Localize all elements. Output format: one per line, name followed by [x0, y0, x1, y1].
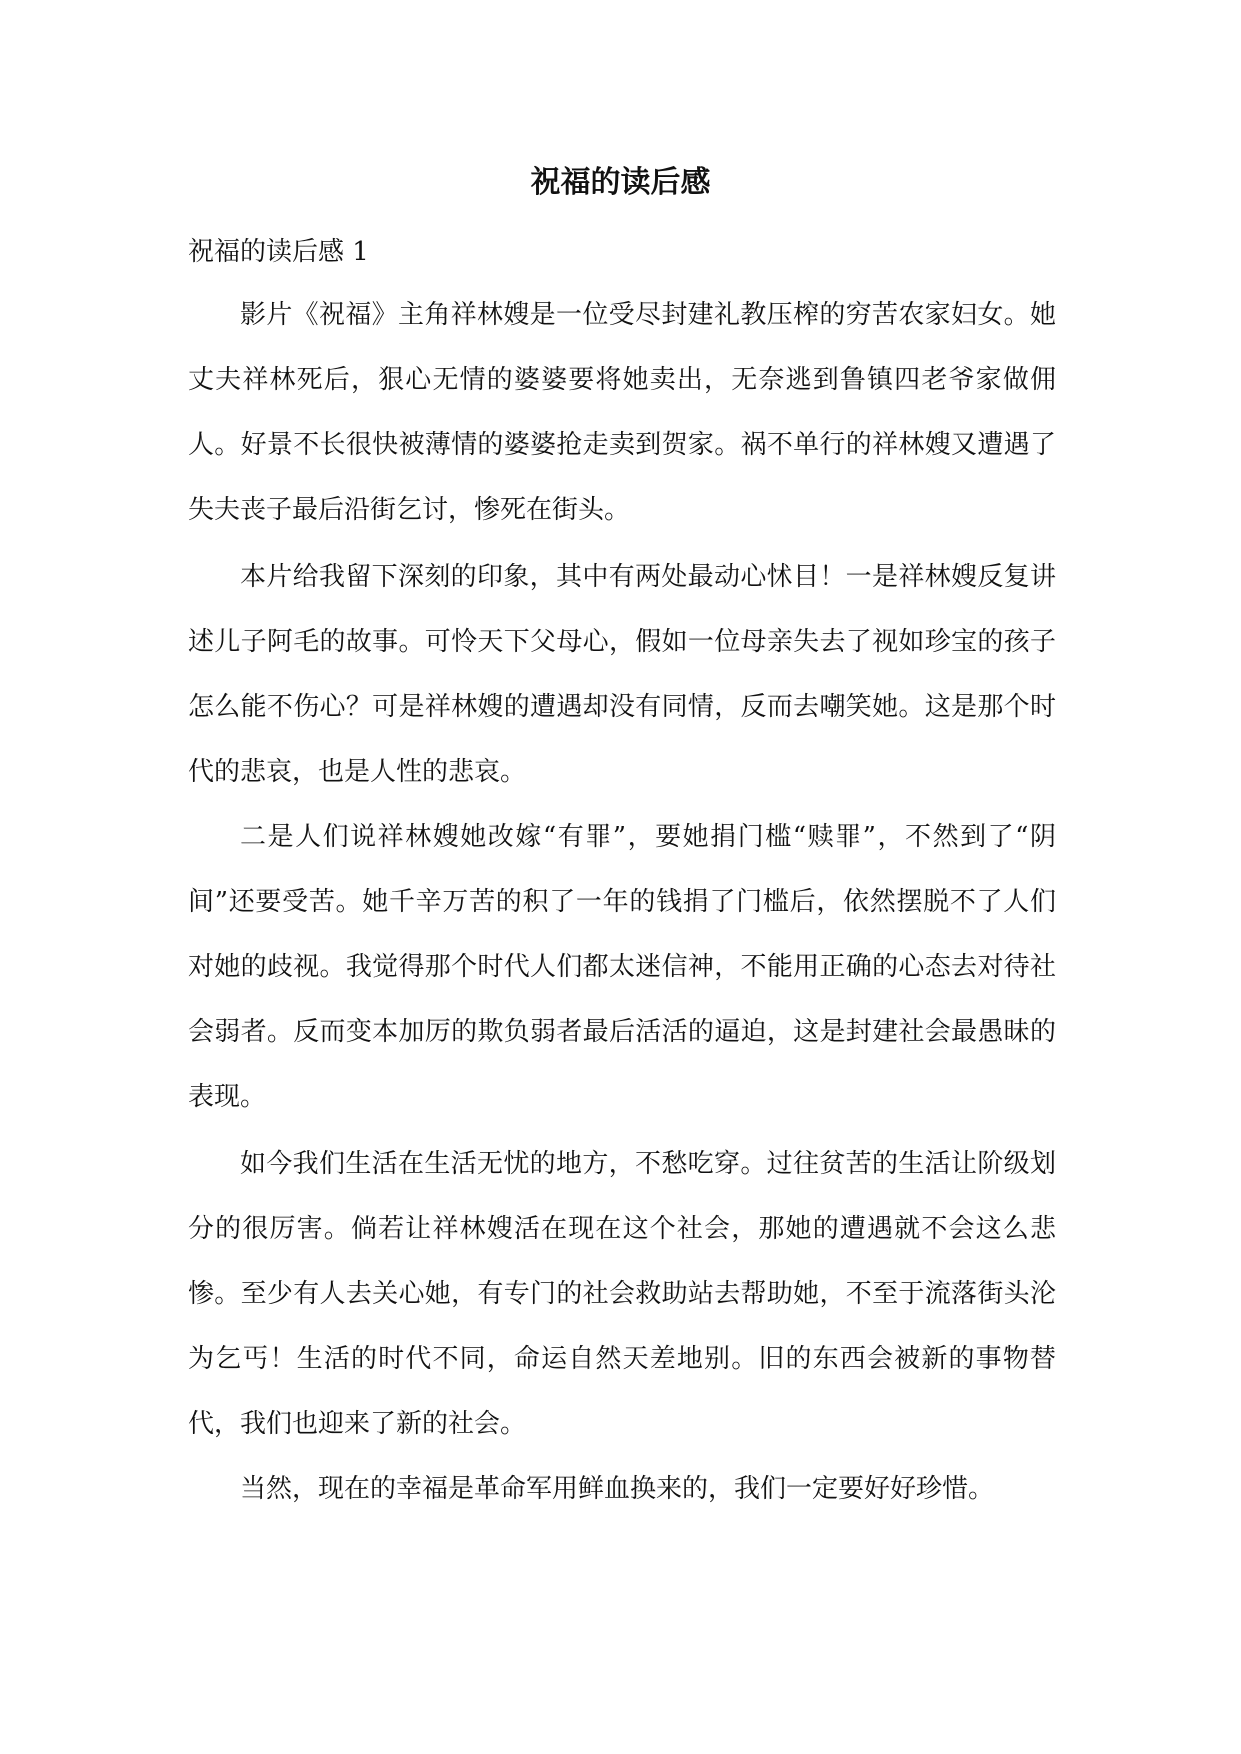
section-heading: 祝福的读后感 1 [188, 237, 369, 267]
paragraph-5: 当然，现在的幸福是革命军用鲜血换来的，我们一定要好好珍惜。 [240, 1474, 995, 1504]
paragraph-4: 如今我们生活在生活无忧的地方，不愁吃穿。过往贫苦的生活让阶级划分的很厉害。倘若让祥林嫂活在现在这个社会，那她的遭遇就不会这么悲惨。至少有人去关心她，有专门的社会救助站去帮助她，不至于流落街头沦为乞丐！生活的时代不同，命运自然天差地别。旧的东西会被新的事物替代，我们也迎来了新的社会。 [188, 1149, 1056, 1439]
document-title: 祝福的读后感 [530, 165, 711, 200]
paragraph-2: 本片给我留下深刻的印象，其中有两处最动心怵目！一是祥林嫂反复讲述儿子阿毛的故事。可怜天下父母心，假如一位母亲失去了视如珍宝的孩子怎么能不伤心？可是祥林嫂的遭遇却没有同情，反而去嘲笑她。这是那个时代的悲哀，也是人性的悲哀。 [188, 562, 1056, 787]
paragraph-1: 影片《祝福》主角祥林嫂是一位受尽封建礼教压榨的穷苦农家妇女。她丈夫祥林死后，狠心无情的婆婆要将她卖出，无奈逃到鲁镇四老爷家做佣人。好景不长很快被薄情的婆婆抢走卖到贺家。祸不单行的祥林嫂又遭遇了失夫丧子最后沿街乞讨，惨死在街头。 [188, 300, 1056, 525]
paragraph-3: 二是人们说祥林嫂她改嫁“有罪”，要她捐门槛“赎罪”，不然到了“阴间”还要受苦。她千辛万苦的积了一年的钱捐了门槛后，依然摆脱不了人们对她的歧视。我觉得那个时代人们都太迷信神，不能用正确的心态去对待社会弱者。反而变本加厉的欺负弱者最后活活的逼迫，这是封建社会最愚昧的表现。 [188, 822, 1056, 1112]
